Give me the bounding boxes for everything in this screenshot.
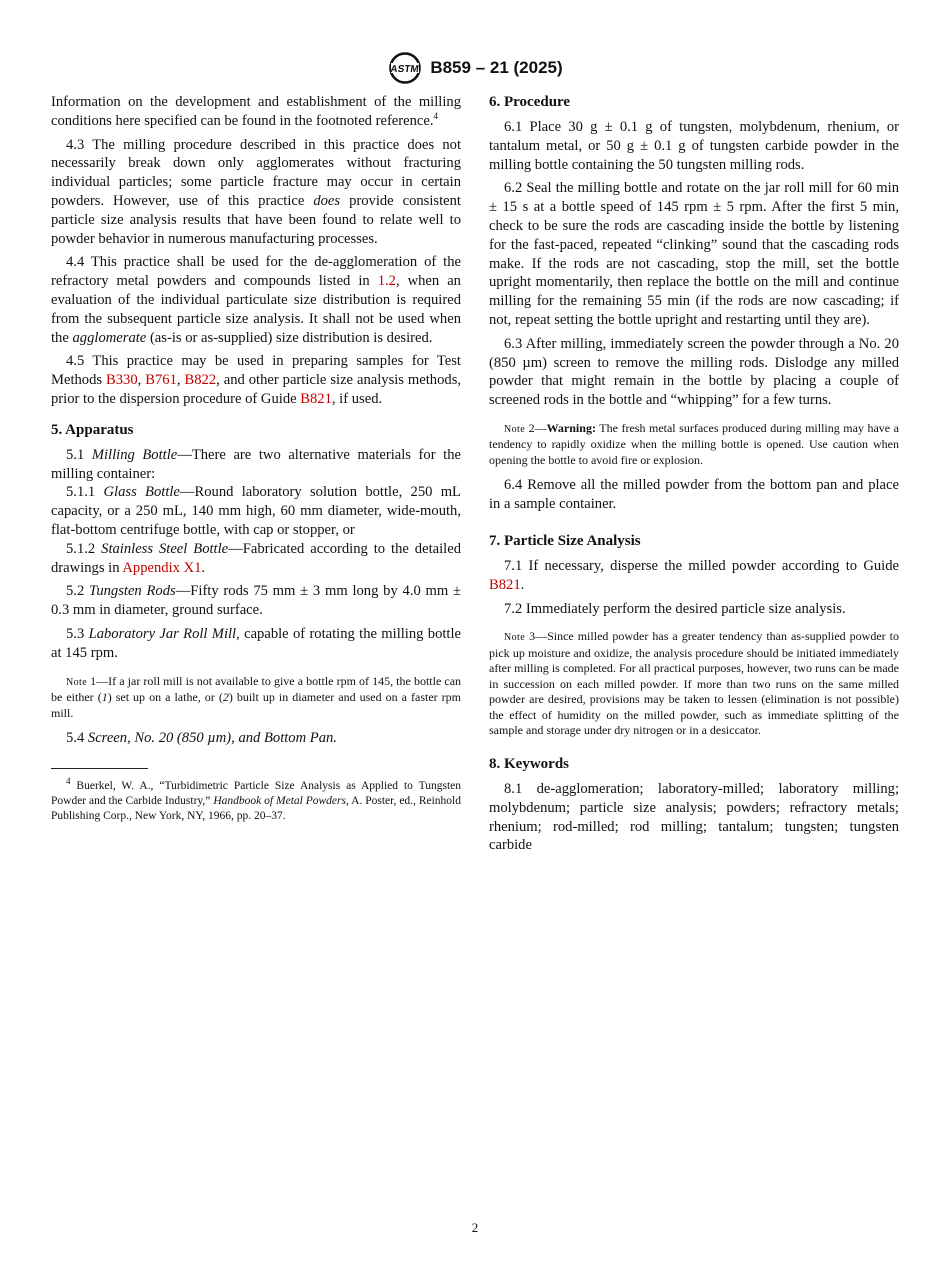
heading-keywords: 8. Keywords [489,755,569,772]
section-5-1: 5.1 Milling Bottle—There are two alternative materials for the milling container: [51,446,461,482]
heading-procedure: 6. Procedure [489,94,571,110]
section-6-3: 6.3 After milling, immediately screen the powder through a No. 20 (850 µm) screen to remove the milling rods. Dislodge any milled powder that might remain in the bottle by placing a couple of screened rods in the bottle and “whipping” for a few turns. [489,335,899,409]
section-5-3: 5.3 Laboratory Jar Roll Mill, capable of rotating the milling bottle at 145 rpm. [51,625,462,661]
section-6-2: 6.2 Seal the milling bottle and rotate on the jar roll mill for 60 min ± 15 s at a bottle speed of 145 rpm ± 5 rpm. After the first 5 min, check to be sure the rods are cascading inside the bottle by listening for the fast-paced, repeated “clinking” sound that the cascading rods make. If the rods are not cascading, stop the mill, set the bottle upright momentarily, then replace the bottle on the mill and continue milling for the remaining 55 min (if the rods are now cascading; if not, repeat setting the bottle upright and restarting until they are). [489,180,899,328]
ref-link[interactable]: Appendix X1 [122,559,202,576]
section-6-4: 6.4 Remove all the milled powder from the bottom pan and place in a sample container. [489,477,899,513]
section-7-2: 7.2 Immediately perform the desired particle size analysis. [504,600,846,617]
section-5-2: 5.2 Tungsten Rods—Fifty rods 75 mm ± 3 mm long by 4.0 mm ± 0.3 mm in diameter, ground surface. [51,583,461,619]
section-4-3: 4.3 The milling procedure described in this practice does not necessarily break down only agglomerates without fracturing individual particles; some particle fracture may occur in certain powders. However, use of this practice does provide consistent particle size analysis results that have been found to relate well to powder behavior in numerous manufacturing processes. [51,136,461,247]
page-header [0,52,950,84]
astm-logo-icon [387,52,423,84]
section-4-5: 4.5 This practice may be used in preparing samples for Test Methods B330, B761, B822, and other particle size analysis methods, prior to the dispersion procedure of Guide B821, if used. [51,353,462,407]
section-5-1-1: 5.1.1 Glass Bottle—Round laboratory solution bottle, 250 mL capacity, or a 250 mL, 140 mm high, 60 mm diameter, wide-mouth, flat-bottom centrifuge bottle, with cap or stopper, or [51,484,461,538]
note-3: Note 3—Since milled powder has a greater tendency than as-supplied powder to pick up moisture and oxidize, the analysis procedure should be initiated immediately after milling is completed. For all practical purposes, however, two runs can be made in succession on each milled powder. If more than two runs on the same milled powder are desired, provisions may be taken to lessen (elimination is not possible) the effect of humidity on the milled powder, such as immediate splitting of the sample and storage under dry nitrogen or in a desiccator. [489,629,900,738]
section-7-1: 7.1 If necessary, disperse the milled powder according to Guide B821. [489,558,899,593]
footnote-divider [51,768,148,769]
left-column [51,93,461,824]
note-1: Note 1—If a jar roll mill is not available to give a bottle rpm of 145, the bottle can be either (1) set up on a lathe, or (2) built up in diameter and used on a faster rpm mill. [51,673,462,720]
footnote-4: $^4$ Buerkel, W. A., “Turbidimetric Particle Size Analysis as Applied to Tungsten Powder and the Carbide Industry,” Handbook of Metal Powders, A. Poster, ed., Reinhold Publishing Corp., New York, NY, 1966, pp. 20–37. [51,775,461,822]
ref-link[interactable]: B761 [145,372,177,389]
right-column [489,93,899,860]
svg-text:ASTM: ASTM [389,64,420,75]
section-8-1: 8.1 de-agglomeration; laboratory-milled; laboratory milling; molybdenum; particle size analysis; powders; refractory metals; rhenium; rod-milled; rod milling; tantalum; tungsten; tungsten carbide [489,780,899,854]
ref-link[interactable]: B821 [489,576,521,593]
ref-link[interactable]: B330 [106,372,138,389]
standard-designation: B859 – 21 (2025) [430,58,563,77]
ref-link[interactable]: B821 [300,390,332,407]
page-number: 2 [471,1220,479,1235]
ref-link[interactable]: B822 [184,372,217,389]
heading-particle-size-analysis: 7. Particle Size Analysis [489,533,641,550]
note-2: Note 2—Warning: The fresh metal surfaces produced during milling may have a tendency to rapidly oxidize when the milling bottle is opened. Use caution when opening the bottle to avoid fire or explosion. [489,420,899,467]
section-5-4: 5.4 Screen, No. 20 (850 µm), and Bottom Pan. [66,730,337,747]
intro-paragraph: Information on the development and establishment of the milling conditions here specified can be found in the footnoted reference.$^4$ [51,94,461,129]
section-6-1: 6.1 Place 30 g ± 0.1 g of tungsten, molybdenum, rhenium, or tantalum metal, or 50 g ± 0.1 g of tungsten carbide powder in the milling bottle containing the 50 tungsten milling rods. [489,119,899,173]
ref-link[interactable]: 1.2 [377,273,396,290]
section-4-4: 4.4 This practice shall be used for the de-agglomeration of the refractory metal powders and compounds listed in 1.2, when an evaluation of the individual particulate size distribution is required from the subsequent particle size analysis. It shall not be used when the agglomerate (as-is or as-supplied) size distribution is desired. [51,254,461,346]
section-5-1-2: 5.1.2 Stainless Steel Bottle—Fabricated according to the detailed drawings in Appendix X1. [51,540,461,576]
heading-apparatus: 5. Apparatus [51,421,134,438]
